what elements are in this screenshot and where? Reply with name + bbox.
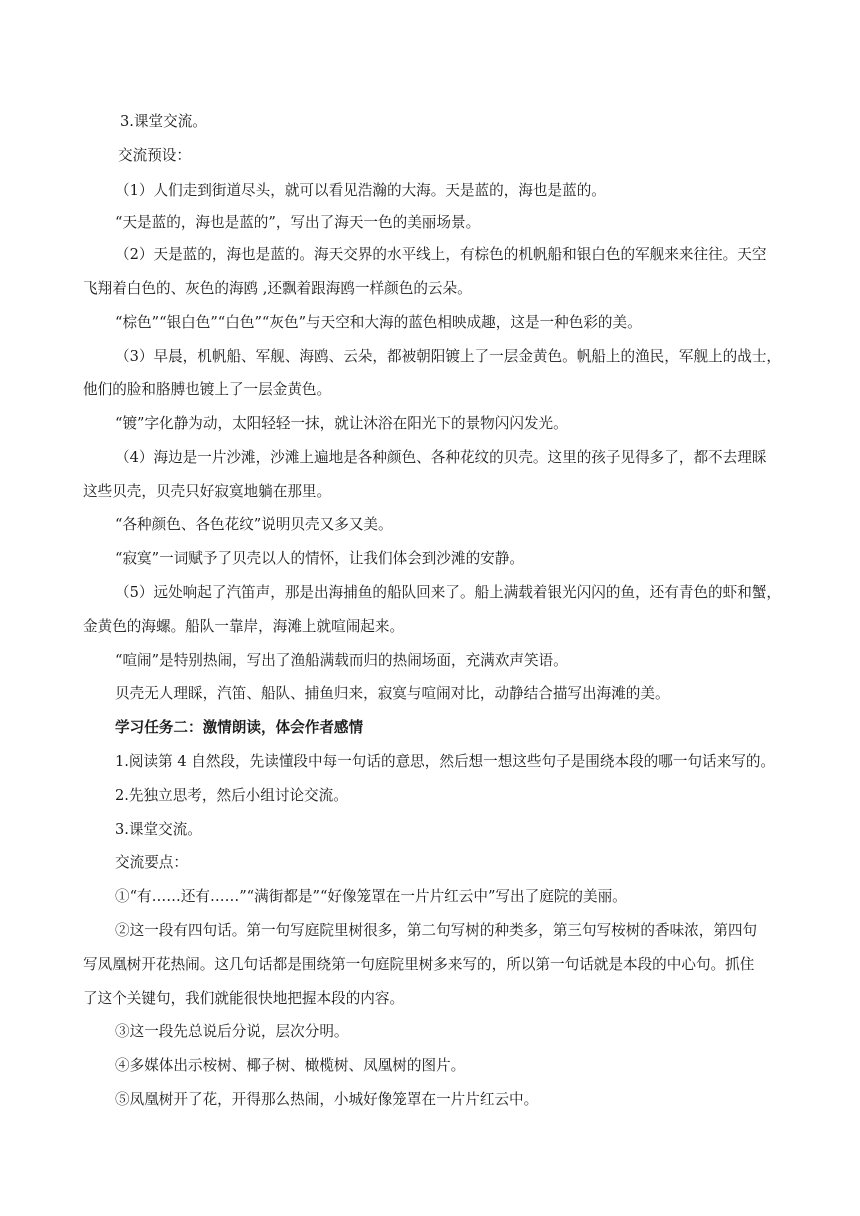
paragraph-line: “各种颜色、各色花纹”说明贝壳又多又美。 [115,516,393,533]
paragraph-line: 交流预设： [118,147,191,164]
paragraph-line: 3.课堂交流。 [120,113,207,130]
paragraph-line: 3.课堂交流。 [115,821,202,838]
paragraph-line: 2.先独立思考，然后小组讨论交流。 [115,787,348,804]
section-heading: 学习任务二：激情朗读，体会作者感情 [115,719,364,736]
paragraph-line: ④多媒体出示桉树、椰子树、橄榄树、凤凰树的图片。 [115,1057,466,1074]
paragraph-line: “镀”字化静为动，太阳轻轻一抹，就让沐浴在阳光下的景物闪闪发光。 [115,415,568,432]
paragraph-line: “天是蓝的，海也是蓝的”，写出了海天一色的美丽场景。 [115,214,481,231]
paragraph-line: 1.阅读第 4 自然段，先读懂段中每一句话的意思，然后想一想这些句子是围绕本段的哪一句话来写的。 [115,753,776,770]
paragraph-line: 这些贝壳，贝壳只好寂寞地躺在那里。 [83,483,332,500]
paragraph-line: “寂寞”一词赋予了贝壳以人的情怀，让我们体会到沙滩的安静。 [115,550,524,567]
paragraph-line: 飞翔着白色的、灰色的海鸥 ,还飘着跟海鸥一样颜色的云朵。 [83,280,472,297]
paragraph-line: （1）人们走到街道尽头，就可以看见浩瀚的大海。天是蓝的，海也是蓝的。 [115,182,606,199]
paragraph-line: 他们的脸和胳膊也镀上了一层金黄色。 [83,381,332,398]
paragraph-line: ①“有……还有……”“满街都是”“好像笼罩在一片片红云中”写出了庭院的美丽。 [115,888,627,905]
paragraph-line: （2）天是蓝的，海也是蓝的。海天交界的水平线上，有棕色的机帆船和银白色的军舰来来往往。天空 [115,246,767,263]
paragraph-line: 贝壳无人理睬，汽笛、船队、捕鱼归来，寂寞与喧闹对比，动静结合描写出海滩的美。 [115,685,670,702]
paragraph-line: （3）早晨，机帆船、军舰、海鸥、云朵，都被朝阳镀上了一层金黄色。帆船上的渔民，军舰上的战士， [115,348,782,365]
paragraph-line: “棕色”“银白色”“白色”“灰色”与天空和大海的蓝色相映成趣，这是一种色彩的美。 [115,314,642,331]
paragraph-line: 了这个关键句，我们就能很快地把握本段的内容。 [83,990,405,1007]
paragraph-line: “喧闹”是特别热闹，写出了渔船满载而归的热闹场面，充满欢声笑语。 [115,652,568,669]
paragraph-line: 金黄色的海螺。船队一靠岸，海滩上就喧闹起来。 [83,618,405,635]
paragraph-line: （4）海边是一片沙滩，沙滩上遍地是各种颜色、各种花纹的贝壳。这里的孩子见得多了，都不去理睬 [115,449,767,466]
paragraph-line: （5）远处响起了汽笛声，那是出海捕鱼的船队回来了。船上满载着银光闪闪的鱼，还有青色的虾和蟹， [115,584,782,601]
paragraph-line: 写凤凰树开花热闹。这几句话都是围绕第一句庭院里树多来写的，所以第一句话就是本段的中心句。抓住 [83,956,755,973]
paragraph-line: ③这一段先总说后分说，层次分明。 [115,1023,349,1040]
paragraph-line: ②这一段有四句话。第一句写庭院里树很多，第二句写树的种类多，第三句写桉树的香味浓，第四句 [115,922,758,939]
paragraph-line: ⑤凤凰树开了花，开得那么热闹，小城好像笼罩在一片片红云中。 [115,1091,539,1108]
paragraph-line: 交流要点： [115,854,188,871]
